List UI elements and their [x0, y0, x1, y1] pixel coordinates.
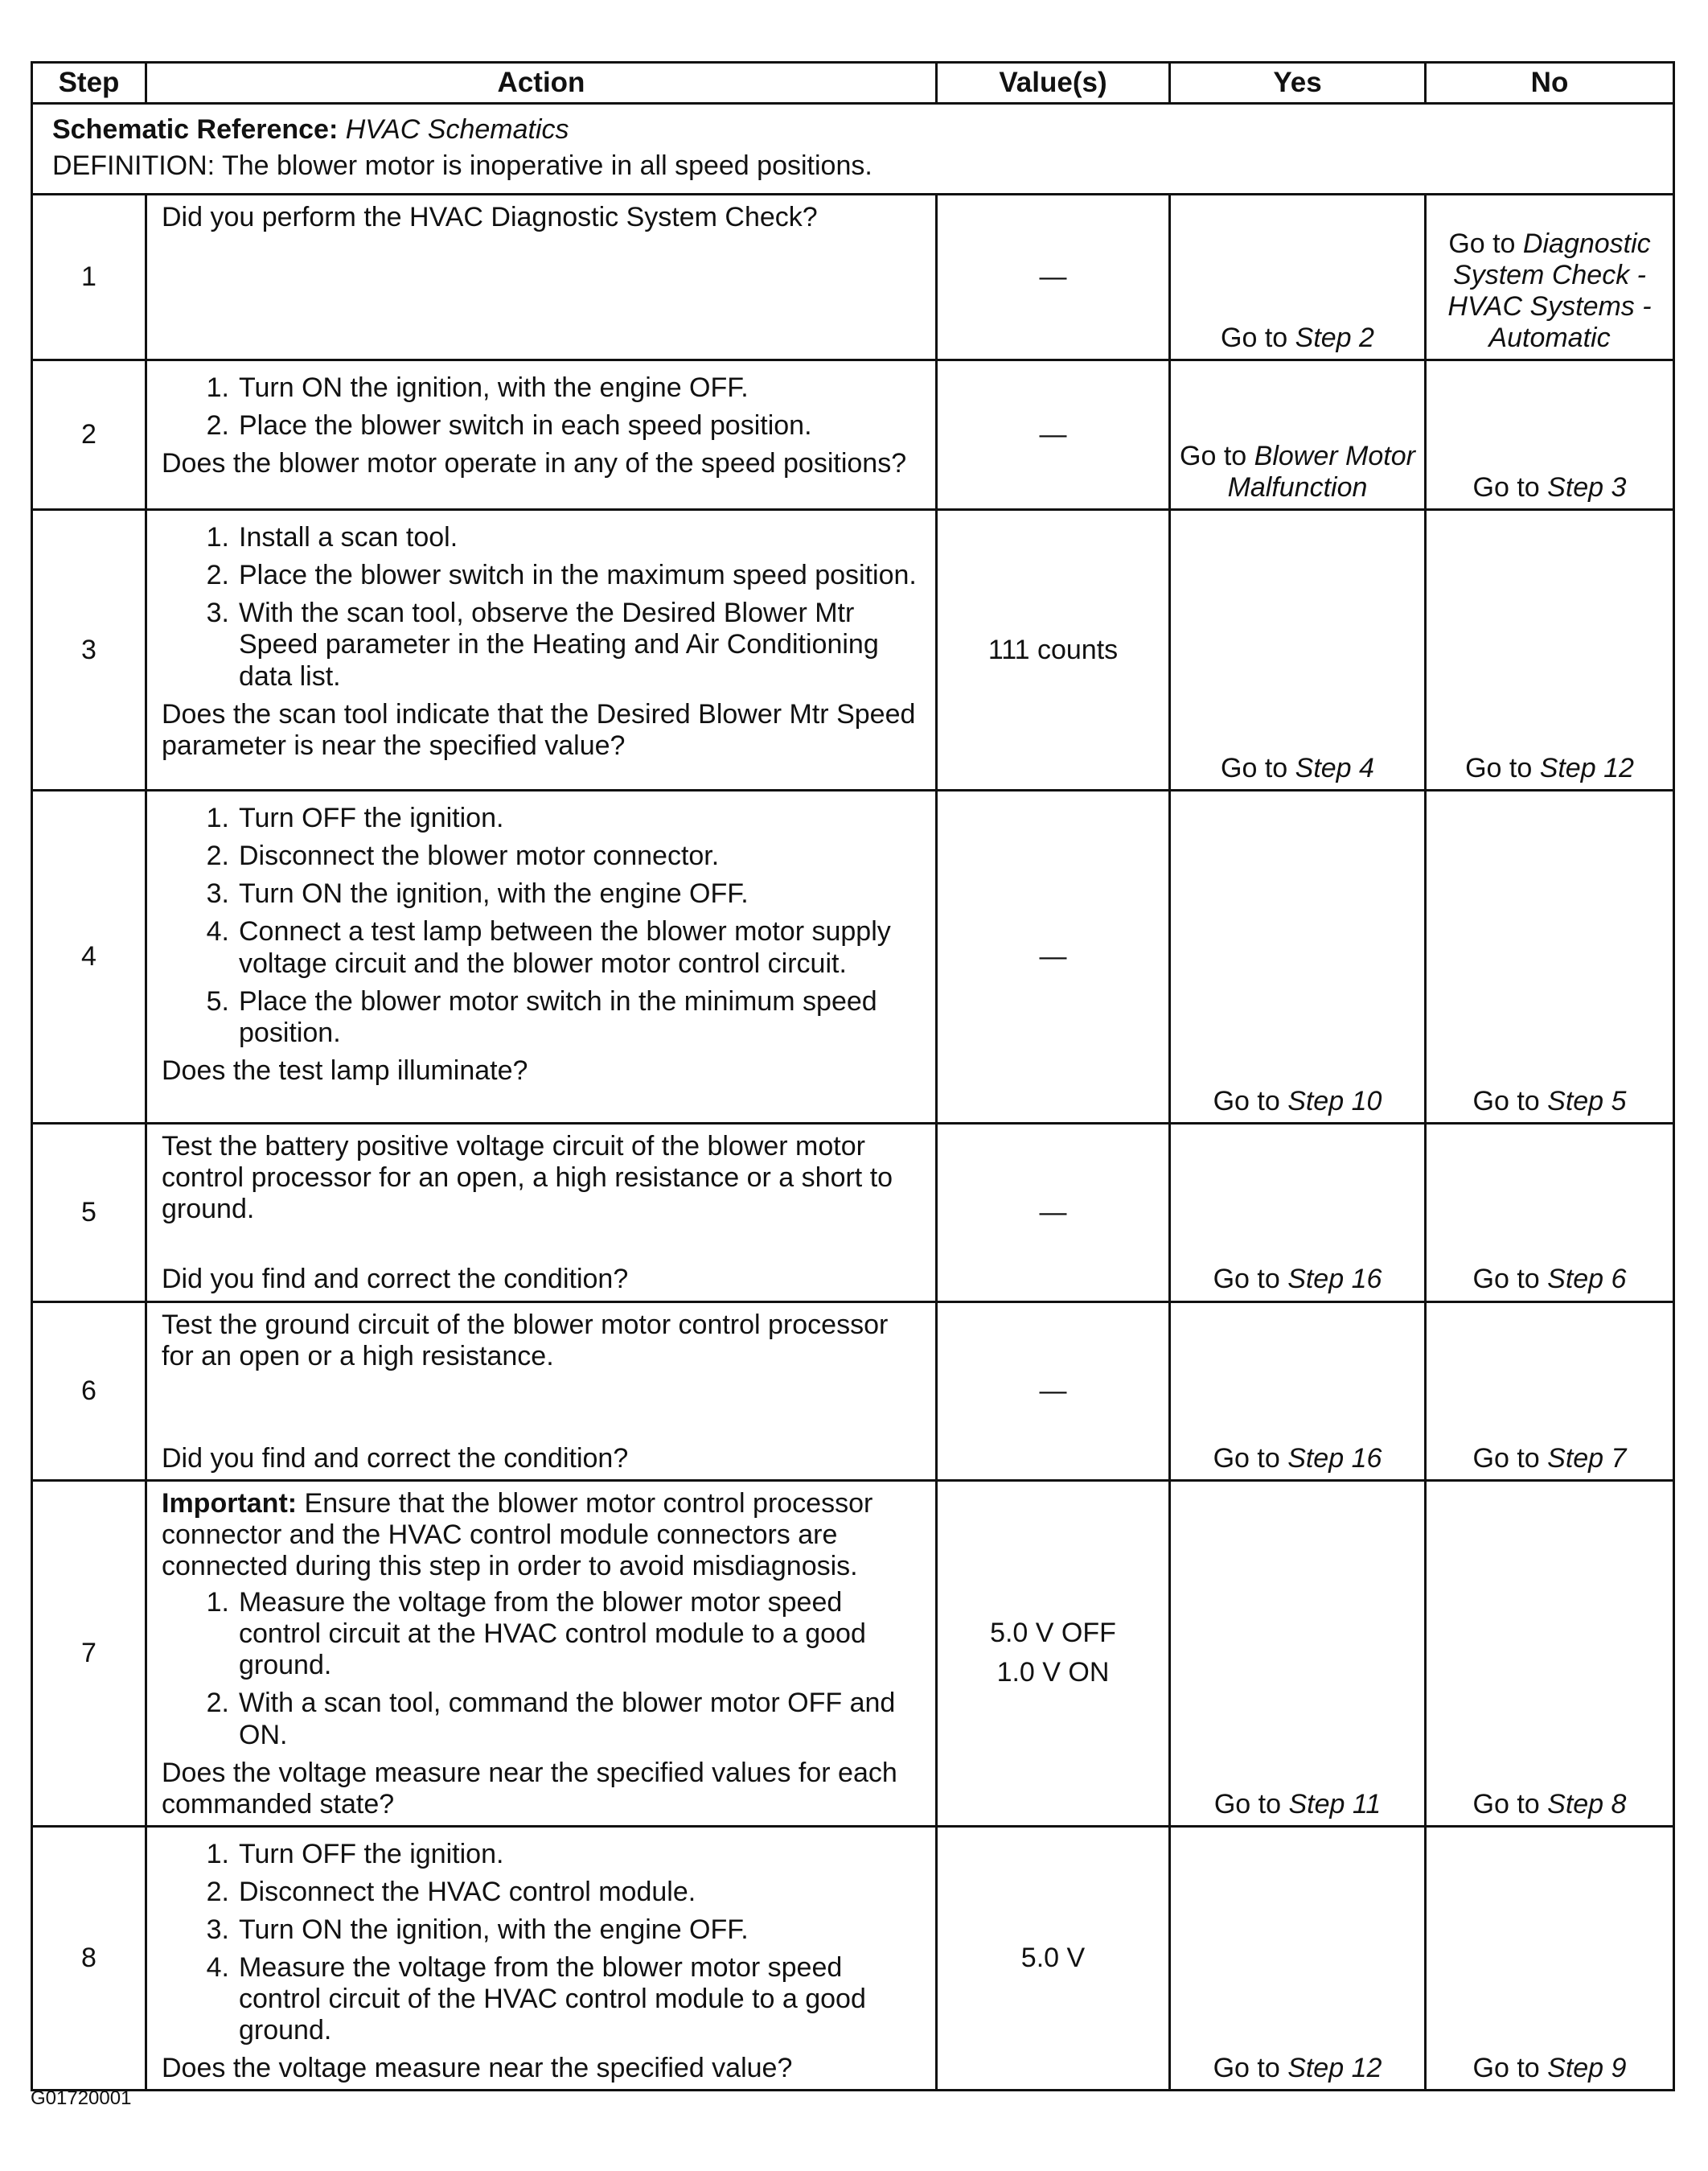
no-cell [1426, 360, 1674, 510]
yes-prefix: Go to [1213, 1788, 1289, 1819]
value-line: 1.0 V ON [996, 1657, 1110, 1688]
yes-cell [1170, 360, 1426, 510]
step-index: 3. [206, 1914, 229, 1945]
figure-id: G01720001 [31, 2087, 132, 2109]
yes-prefix: Go to [1221, 753, 1295, 784]
no-cell [1426, 510, 1674, 791]
no-link[interactable]: Step 5 [1547, 1086, 1627, 1117]
step-text: Disconnect the blower motor connector. [239, 841, 720, 872]
action-cell [146, 1826, 937, 2091]
no-cell [1426, 791, 1674, 1124]
step-index: 3. [206, 878, 229, 910]
header-action: Action [146, 63, 937, 104]
action-steps [162, 372, 926, 442]
step-index: 1. [206, 522, 229, 553]
no-prefix: Go to [1472, 1788, 1548, 1819]
yes-cell [1170, 1301, 1426, 1480]
no-prefix: Go to [1472, 1442, 1548, 1474]
value-cell: — [937, 1124, 1170, 1301]
action-steps [162, 522, 926, 692]
action-step [162, 372, 926, 404]
action-step [162, 1839, 926, 1870]
important-text: Ensure that the blower motor control processor connector and the HVAC control module connectors are connected during this step in order to avoid misdiagnosis. [162, 1487, 873, 1582]
yes-cell [1170, 1480, 1426, 1826]
important-note [162, 1488, 926, 1582]
value-line: 5.0 V OFF [990, 1618, 1116, 1649]
action-steps [162, 1587, 926, 1750]
step-index: 2. [206, 1688, 229, 1719]
action-question: Did you find and correct the condition? [162, 1264, 629, 1295]
action-cell [146, 195, 937, 360]
no-cell [1426, 1124, 1674, 1301]
no-link[interactable]: Diagnostic System Check - HVAC Systems - Automatic [1447, 228, 1652, 354]
step-index: 3. [206, 598, 229, 629]
no-cell [1426, 1480, 1674, 1826]
no-prefix: Go to [1448, 228, 1523, 259]
yes-cell [1170, 510, 1426, 791]
yes-link[interactable]: Step 4 [1295, 753, 1374, 784]
step-text: Disconnect the HVAC control module. [239, 1876, 696, 1907]
table-row [32, 510, 1674, 791]
step-number: 2 [32, 360, 146, 510]
action-step [162, 916, 926, 979]
no-cell [1426, 195, 1674, 360]
step-text: With a scan tool, command the blower motor OFF and ON. [239, 1688, 896, 1750]
table-row [32, 195, 1674, 360]
yes-link[interactable]: Step 16 [1287, 1264, 1382, 1295]
action-cell [146, 510, 937, 791]
action-steps [162, 1839, 926, 2047]
step-text: Turn OFF the ignition. [239, 803, 504, 834]
action-cell [146, 360, 937, 510]
step-index: 1. [206, 372, 229, 404]
info-cell [32, 104, 1674, 195]
step-index: 4. [206, 916, 229, 948]
step-text: Turn OFF the ignition. [239, 1838, 504, 1869]
yes-cell [1170, 791, 1426, 1124]
no-link[interactable]: Step 3 [1547, 472, 1627, 504]
no-cell [1426, 1826, 1674, 2091]
step-text: Place the blower switch in the maximum speed position. [239, 560, 917, 591]
header-row [32, 63, 1674, 104]
no-prefix: Go to [1472, 1264, 1548, 1295]
table-row [32, 791, 1674, 1124]
yes-prefix: Go to [1213, 1086, 1288, 1117]
yes-prefix: Go to [1213, 2053, 1288, 2084]
step-number: 8 [32, 1826, 146, 2091]
action-instruction: Test the ground circuit of the blower motor control processor for an open or a high resistance. [162, 1309, 889, 1371]
action-cell [146, 1480, 937, 1826]
schematic-label: Schematic Reference: [52, 114, 339, 145]
info-row [32, 104, 1674, 195]
action-step [162, 1952, 926, 2046]
no-prefix: Go to [1472, 1086, 1548, 1117]
step-text: Place the blower motor switch in the minimum speed position. [239, 985, 877, 1048]
header-step: Step [32, 63, 146, 104]
yes-link[interactable]: Step 16 [1287, 1442, 1382, 1474]
value-cell: 5.0 V [937, 1826, 1170, 2091]
value-cell: — [937, 195, 1170, 360]
step-number: 1 [32, 195, 146, 360]
yes-link[interactable]: Step 11 [1288, 1788, 1382, 1819]
important-label: Important: [162, 1487, 298, 1519]
action-question: Does the voltage measure near the specified value? [162, 2053, 793, 2084]
action-cell [146, 1301, 937, 1480]
step-text: Turn ON the ignition, with the engine OFF. [239, 1914, 749, 1945]
yes-prefix: Go to [1213, 1264, 1288, 1295]
step-number: 3 [32, 510, 146, 791]
action-step [162, 1587, 926, 1681]
step-index: 2. [206, 841, 229, 872]
table-row [32, 1826, 1674, 2091]
action-question: Does the scan tool indicate that the Desired Blower Mtr Speed parameter is near the specified value? [162, 698, 916, 761]
step-number: 7 [32, 1480, 146, 1826]
action-step [162, 560, 926, 591]
value-cell: — [937, 1301, 1170, 1480]
step-text: Measure the voltage from the blower motor speed control circuit of the HVAC control module to a good ground. [239, 1952, 866, 2046]
step-number: 6 [32, 1301, 146, 1480]
step-text: Place the blower switch in each speed position. [239, 410, 812, 442]
no-link[interactable]: Step 8 [1547, 1788, 1627, 1819]
definition: DEFINITION: The blower motor is inoperative in all speed positions. [52, 150, 872, 182]
table-row [32, 360, 1674, 510]
no-link[interactable]: Step 7 [1547, 1442, 1627, 1474]
value-cell: — [937, 360, 1170, 510]
action-step [162, 1688, 926, 1750]
step-index: 1. [206, 1587, 229, 1618]
yes-link[interactable]: Blower Motor Malfunction [1227, 441, 1415, 504]
table-row [32, 1480, 1674, 1826]
action-question: Does the blower motor operate in any of the speed positions? [162, 448, 907, 479]
yes-link[interactable]: Step 12 [1287, 2053, 1382, 2084]
step-index: 2. [206, 1876, 229, 1907]
step-index: 5. [206, 985, 229, 1017]
action-cell [146, 1124, 937, 1301]
step-text: Measure the voltage from the blower motor speed control circuit at the HVAC control module to a good ground. [239, 1587, 866, 1681]
step-text: Turn ON the ignition, with the engine OFF. [239, 372, 749, 404]
schematic-value: HVAC Schematics [345, 114, 569, 145]
no-prefix: Go to [1472, 472, 1548, 504]
action-instruction: Test the battery positive voltage circuit of the blower motor control processor for an open, a high resistance or a short to ground. [162, 1131, 893, 1225]
action-question: Does the voltage measure near the specified values for each commanded state? [162, 1757, 897, 1819]
action-question: Did you find and correct the condition? [162, 1442, 629, 1474]
step-number: 4 [32, 791, 146, 1124]
step-index: 2. [206, 410, 229, 442]
header-yes: Yes [1170, 63, 1426, 104]
step-text: Install a scan tool. [239, 522, 458, 553]
step-text: Connect a test lamp between the blower motor supply voltage circuit and the blower motor control circuit. [239, 916, 891, 979]
step-number: 5 [32, 1124, 146, 1301]
action-cell [146, 791, 937, 1124]
no-link[interactable]: Step 12 [1539, 753, 1634, 784]
action-step [162, 878, 926, 910]
action-steps [162, 803, 926, 1049]
no-link[interactable]: Step 9 [1547, 2053, 1627, 2084]
step-index: 1. [206, 803, 229, 834]
value-cell: 111 counts [937, 510, 1170, 791]
yes-cell [1170, 1826, 1426, 2091]
yes-prefix: Go to [1221, 323, 1295, 354]
yes-cell [1170, 195, 1426, 360]
action-step [162, 803, 926, 834]
no-link[interactable]: Step 6 [1547, 1264, 1627, 1295]
yes-prefix: Go to [1180, 441, 1254, 471]
header-values: Value(s) [937, 63, 1170, 104]
no-cell [1426, 1301, 1674, 1480]
schematic-reference [52, 114, 1653, 146]
action-step [162, 1877, 926, 1908]
step-text: With the scan tool, observe the Desired Blower Mtr Speed parameter in the Heating and Air Conditioning data list. [239, 598, 879, 692]
value-cell [937, 1480, 1170, 1826]
action-step [162, 841, 926, 872]
step-index: 1. [206, 1838, 229, 1869]
yes-link[interactable]: Step 10 [1287, 1086, 1382, 1117]
action-step [162, 522, 926, 553]
yes-link[interactable]: Step 2 [1295, 323, 1374, 354]
action-question: Did you perform the HVAC Diagnostic System Check? [162, 202, 818, 233]
action-step [162, 598, 926, 692]
no-prefix: Go to [1472, 2053, 1548, 2084]
action-step [162, 1914, 926, 1946]
yes-prefix: Go to [1213, 1442, 1288, 1474]
step-index: 4. [206, 1952, 229, 1984]
no-prefix: Go to [1465, 753, 1540, 784]
diagnostic-table [31, 61, 1675, 2091]
yes-cell [1170, 1124, 1426, 1301]
value-cell: — [937, 791, 1170, 1124]
action-step [162, 410, 926, 442]
step-index: 2. [206, 560, 229, 591]
action-step [162, 986, 926, 1049]
table-row [32, 1124, 1674, 1301]
step-text: Turn ON the ignition, with the engine OFF. [239, 878, 749, 910]
action-question: Does the test lamp illuminate? [162, 1055, 528, 1086]
header-no: No [1426, 63, 1674, 104]
table-row [32, 1301, 1674, 1480]
